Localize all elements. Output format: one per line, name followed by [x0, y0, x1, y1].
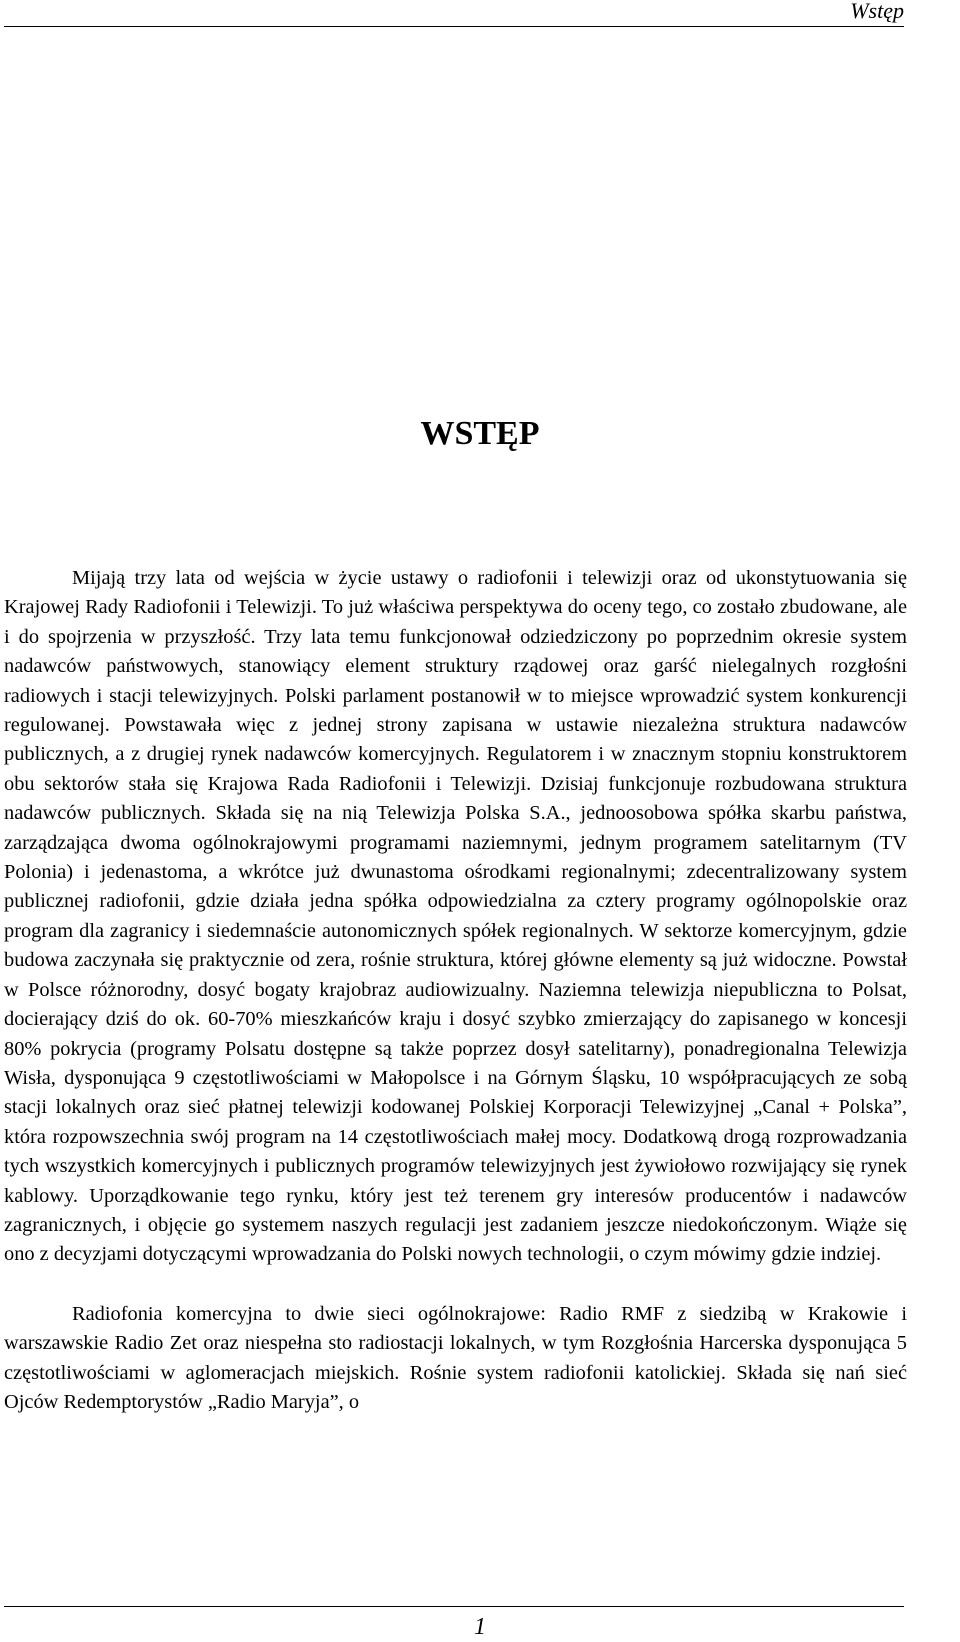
header-rule	[4, 26, 904, 27]
body-text	[4, 564, 907, 1417]
paragraph-commercial-radio: Radiofonia komercyjna to dwie sieci ogólnokrajowe: Radio RMF z siedzibą w Krakowie i warszawskie Radio Zet oraz niespełna sto radiostacji lokalnych, w tym Rozgłośnia Harcerska dysponująca 5 częstotliwościami w aglomeracjach miejskich. Rośnie system radiofonii katolickiej. Składa się nań sieć Ojców Redemptorystów „Radio Maryja”, o	[4, 1302, 907, 1413]
running-header: Wstęp	[850, 0, 904, 23]
paragraph-intro: Mijają trzy lata od wejścia w życie ustawy o radiofonii i telewizji oraz od ukonstytuowania się Krajowej Rady Radiofonii i Telewizji. To już właściwa perspektywa do oceny tego, co zostało zbudowane, ale i do spojrzenia w przyszłość. Trzy lata temu funkcjonował odziedziczony po poprzednim okresie system nadawców państwowych, stanowiący element struktury rządowej oraz garść nielegalnych rozgłośni radiowych i stacji telewizyjnych. Polski parlament postanowił w to miejsce wprowadzić system konkurencji regulowanej. Powstawała więc z jednej strony zapisana w ustawie niezależna struktura nadawców publicznych, a z drugiej rynek nadawców komercyjnych. Regulatorem i w znacznym stopniu konstruktorem obu sektorów stała się Krajowa Rada Radiofonii i Telewizji. Dzisiaj funkcjonuje rozbudowana struktura nadawców publicznych. Składa się na nią Telewizja Polska S.A., jednoosobowa spółka skarbu państwa, zarządzająca dwoma ogólnokrajowymi programami naziemnymi, jednym programem satelitarnym (TV Polonia) i jedenastoma, a wkrótce już dwunastoma ośrodkami regionalnymi; zdecentralizowany system publicznej radiofonii, gdzie działa jedna spółka odpowiedzialna za cztery programy ogólnopolskie oraz program dla zagranicy i siedemnaście autonomicznych spółek regionalnych. W sektorze komercyjnym, gdzie budowa zaczynała się praktycznie od zera, rośnie struktura, której główne elementy są już widoczne. Powstał w Polsce różnorodny, dosyć bogaty krajobraz audiowizualny. Naziemna telewizja niepubliczna to Polsat, docierający dziś do ok. 60-70% mieszkańców kraju i dosyć szybko zmierzający do zapisanego w koncesji 80% pokrycia (programy Polsatu dostępne są także poprzez dosył satelitarny), ponadregionalna Telewizja Wisła, dysponująca 9 częstotliwościami w Małopolsce i na Górnym Śląsku, 10 współpracujących ze sobą stacji lokalnych oraz sieć płatnej telewizji kodowanej Polskiej Korporacji Telewizyjnej „Canal + Polska”, która rozpowszechnia swój program na 14 częstotliwościach małej mocy. Dodatkową drogą rozprowadzania tych wszystkich komercyjnych i publicznych programów telewizyjnych jest żywiołowo rozwijający się rynek kablowy. Uporządkowanie tego rynku, który jest też terenem gry interesów producentów i nadawców zagranicznych, i objęcie go systemem naszych regulacji jest zadaniem jeszcze niedokończonym. Wiąże się ono z decyzjami dotyczącymi wprowadzania do Polski nowych technologii, o czym mówimy gdzie indziej.	[4, 567, 907, 1266]
chapter-title: WSTĘP	[420, 415, 540, 452]
page-number: 1	[474, 1614, 486, 1640]
footer-rule	[4, 1606, 904, 1607]
